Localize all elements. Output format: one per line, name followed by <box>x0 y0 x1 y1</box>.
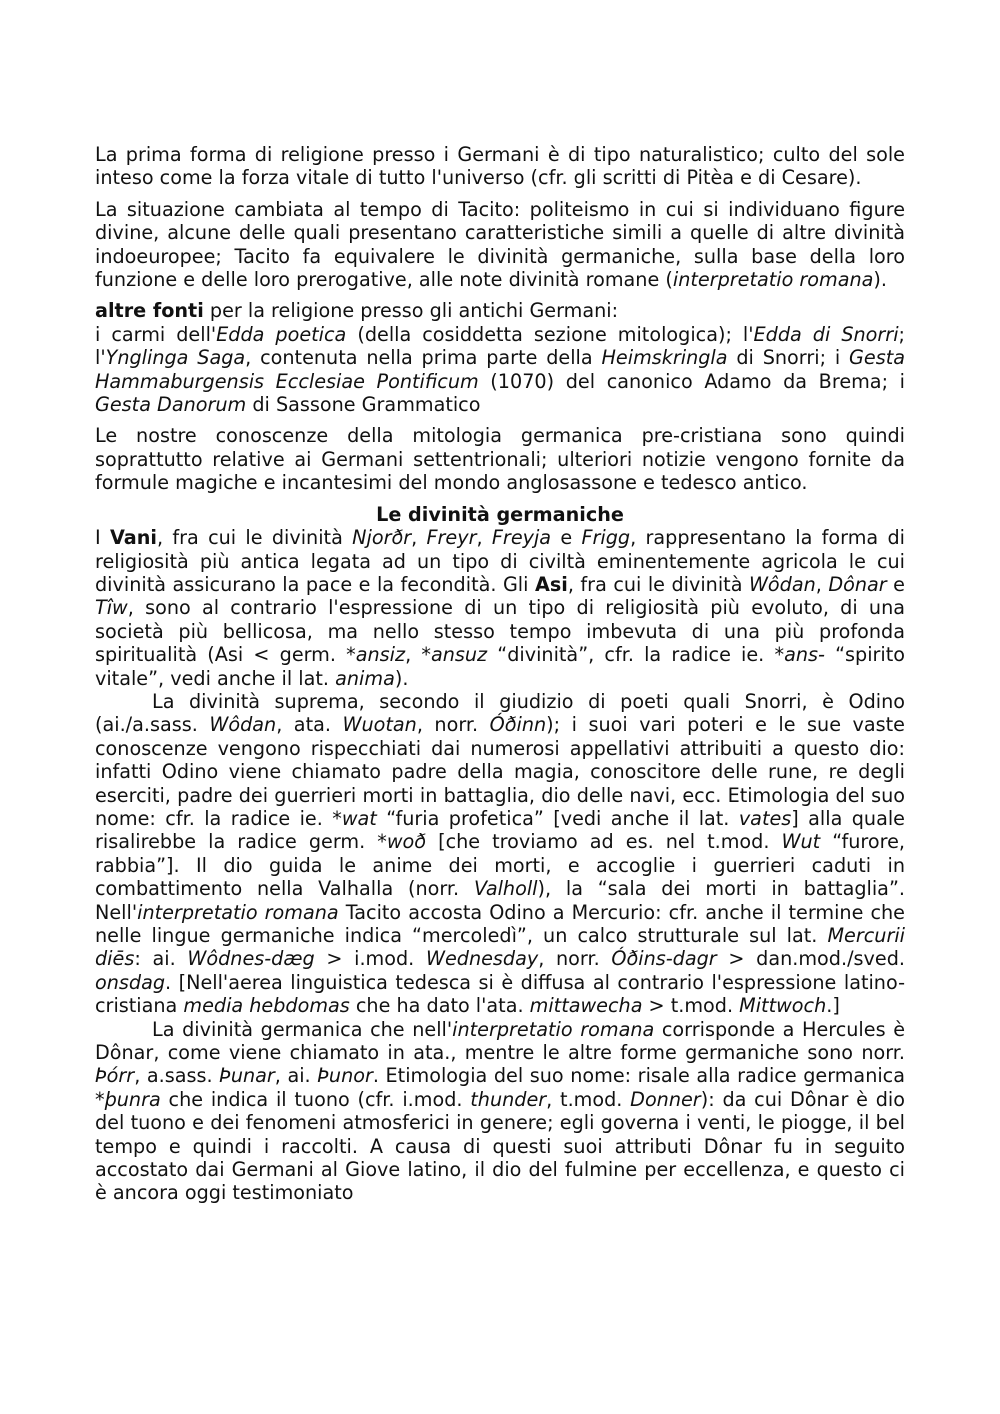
italic-term: interpretatio romana <box>672 268 874 292</box>
italic-term: Frigg <box>581 526 631 550</box>
text-run: ): da cui Dônar è dio del tuono e dei fenomeni atmosferici in genere; egli governa i venti, le piogge, il bel tempo e quindi i raccolti. A causa di questi suoi attributi Dônar fu in seguito accostato dai Germani al Giove latino, il dio del fulmine per eccellenza, e questo ci è ancora oggi testimoniato <box>95 1087 905 1205</box>
text-run: che ha dato l'ata. <box>349 994 530 1018</box>
italic-term: Dônar <box>828 572 887 596</box>
text-run: , <box>476 526 492 550</box>
text-run: (1070) del canonico Adamo da Brema; i <box>478 369 905 393</box>
italic-term: Donner <box>630 1087 701 1111</box>
paragraph-knowledge <box>95 424 905 494</box>
italic-term: interpretatio romana <box>137 900 339 924</box>
paragraph-sources-intro <box>95 299 905 322</box>
text-run: , t.mod. <box>546 1087 631 1111</box>
italic-term: Wuotan <box>342 713 417 737</box>
italic-term: Þórr <box>95 1064 135 1088</box>
italic-term: *þunra <box>95 1087 161 1111</box>
document-page <box>95 143 905 1205</box>
text-run: , sono al contrario l'espressione di un tipo di religiosità più evoluto, di una società più bellicosa, ma nello stesso tempo imbevuta di una più profonda spiritualità (Asi < germ. <box>95 596 905 667</box>
italic-term: Gesta Hammaburgensis Ecclesiae Pontificum <box>95 346 905 393</box>
italic-term: Óðinn <box>489 713 547 737</box>
text-run: ] alla quale risalirebbe la radice germ. <box>95 806 905 854</box>
text-run: “furia profetica” [vedi anche il lat. <box>376 806 739 830</box>
text-run: di Snorri; i <box>727 346 850 370</box>
text-run: , norr. <box>416 713 490 737</box>
paragraph-vani-asi <box>95 526 905 690</box>
text-run: , <box>411 526 427 550</box>
italic-term: Edda di Snorri <box>753 322 899 346</box>
text-run: ). <box>394 666 409 690</box>
text-run: , contenuta nella prima parte della <box>245 346 602 370</box>
italic-term: thunder <box>470 1087 547 1111</box>
text-run: : ai. <box>134 947 188 971</box>
text-run: . [Nell'aerea linguistica tedesca si è diffusa al contrario l'espressione latino-cristiana <box>95 970 905 1018</box>
section-heading: Le divinità germaniche <box>376 502 624 526</box>
italic-term: Wut <box>781 830 821 854</box>
italic-term: Valholl <box>473 877 538 901</box>
text-run: , norr. <box>538 947 612 971</box>
text-run: i carmi dell' <box>95 322 217 346</box>
italic-term: Heimskringla <box>601 346 728 370</box>
text-run: > dan.mod./sved. <box>716 947 905 971</box>
text-run: , ai. <box>274 1064 318 1088</box>
italic-term: vates <box>738 806 792 830</box>
text-run: e <box>886 572 905 596</box>
text-run: La situazione cambiata al tempo di Tacito: politeismo in cui si individuano figure divine, alcune delle quali presentano caratteristiche simili a quelle di altre divinità indoeuropee; Tacito fa equivalere le divinità germaniche, sulla base della loro funzione e delle loro prerogative, alle note divinità romane ( <box>95 197 905 292</box>
italic-term: Freyja <box>491 526 552 550</box>
text-run: I <box>95 526 110 550</box>
text-run: , rappresentano la forma di religiosità più antica legata ad un tipo di civiltà eminentemente agricola le cui divinità assicurano la pace e la fecondità. Gli <box>95 526 905 596</box>
italic-term: onsdag <box>95 970 166 994</box>
bold-term: Vani <box>109 526 157 550</box>
paragraph-odino <box>95 690 905 1018</box>
paragraph-donar <box>95 1018 905 1205</box>
text-run: ); i suoi vari poteri e le sue vaste conoscenze vengono rispecchiati dai numerosi appellativi attribuiti a questo dio: infatti Odino viene chiamato padre della magia, conoscitore delle rune, re degli eserciti, padre dei guerrieri morti in battaglia, dio delle navi, ecc. Etimologia del suo nome: cfr. la radice ie. <box>95 713 905 830</box>
text-run: [che troviamo ad es. nel t.mod. <box>426 830 782 854</box>
italic-term: Gesta Danorum <box>95 393 247 417</box>
text-run: La prima forma di religione presso i Germani è di tipo naturalistico; culto del sole inteso come la forza vitale di tutto l'universo (cfr. gli scritti di Pitèa e di Cesare). <box>95 143 905 190</box>
text-run: e <box>551 526 582 550</box>
text-run: “divinità”, cfr. la radice ie. <box>487 643 775 667</box>
italic-term: Njorðr <box>352 526 412 550</box>
italic-term: interpretatio romana <box>452 1017 655 1041</box>
text-run: “spirito vitale”, vedi anche il lat. <box>95 643 906 690</box>
text-run: “furore, rabbia”]. Il dio guida le anime dei morti, e accoglie i guerrieri caduti in combattimento nella Valhalla (norr. <box>95 830 905 901</box>
text-run: . Etimologia del suo nome: risale alla radice germanica <box>372 1064 905 1088</box>
text-run: > t.mod. <box>642 994 740 1018</box>
text-run: .] <box>826 994 840 1018</box>
text-run: , <box>815 572 829 596</box>
text-run: (della cosiddetta sezione mitologica); l' <box>346 322 754 346</box>
italic-term: *ans- <box>774 643 825 667</box>
italic-term: *woð <box>377 830 427 854</box>
italic-term: Wôdan <box>748 572 816 596</box>
text-run: Tacito accosta Odino a Mercurio: cfr. anche il termine che nelle lingue germaniche indica “mercoledì”, un calco strutturale sul lat. <box>95 900 905 947</box>
italic-term: *ansuz <box>421 643 488 667</box>
paragraph-religion-origin <box>95 143 905 190</box>
text-run: La divinità suprema, secondo il giudizio di poeti quali Snorri, è Odino (ai./a.sass. <box>95 689 905 737</box>
italic-term: Edda poetica <box>216 322 347 346</box>
italic-term: Freyr <box>426 526 477 550</box>
italic-term: *ansiz <box>346 643 406 667</box>
paragraph-sources-list <box>95 323 905 417</box>
italic-term: Óðins-dagr <box>611 947 717 971</box>
text-run: ). <box>873 268 888 292</box>
italic-term: Wôdan <box>209 713 277 737</box>
text-run: ), la “sala dei morti in battaglia”. Nell' <box>95 877 905 924</box>
italic-term: Ynglinga Saga <box>105 346 246 370</box>
bold-term: Asi <box>534 572 568 596</box>
text-run: , fra cui le divinità <box>156 526 353 550</box>
text-run: di Sassone Grammatico <box>246 393 481 417</box>
text-run: , fra cui le divinità <box>567 572 749 596</box>
italic-term: media hebdomas <box>183 994 350 1018</box>
text-run: Le nostre conoscenze della mitologia germanica pre-cristiana sono quindi soprattutto relative ai Germani settentrionali; ulteriori notizie vengono fornite da formule magiche e incantesimi del mondo anglosassone e tedesco antico. <box>95 424 905 495</box>
italic-term: Mittwoch <box>739 994 827 1018</box>
text-run: ; l' <box>95 322 905 370</box>
text-run: che indica il tuono (cfr. i.mod. <box>160 1087 471 1111</box>
italic-term: Wednesday <box>425 947 539 971</box>
text-run: , a.sass. <box>134 1064 220 1088</box>
italic-term: Þunar <box>219 1064 275 1088</box>
italic-term: anima <box>335 666 395 690</box>
italic-term: *wat <box>332 806 377 830</box>
paragraph-tacitus <box>95 198 905 292</box>
text-run: , <box>405 643 422 667</box>
italic-term: Þunor <box>317 1064 373 1088</box>
text-run: corrisponde a Hercules è Dônar, come viene chiamato in ata., mentre le altre forme germaniche sono norr. <box>95 1017 906 1065</box>
italic-term: Tîw <box>95 596 128 620</box>
bold-term: altre fonti <box>95 299 204 323</box>
text-run: > i.mod. <box>314 947 426 971</box>
italic-term: Wôdnes-dæg <box>187 947 315 971</box>
italic-term: Mercurii diēs <box>95 924 905 971</box>
italic-term: mittawecha <box>529 994 643 1018</box>
text-run: La divinità germanica che nell' <box>152 1017 453 1041</box>
text-run: per la religione presso gli antichi Germani: <box>203 299 619 323</box>
text-run: , ata. <box>276 713 343 737</box>
